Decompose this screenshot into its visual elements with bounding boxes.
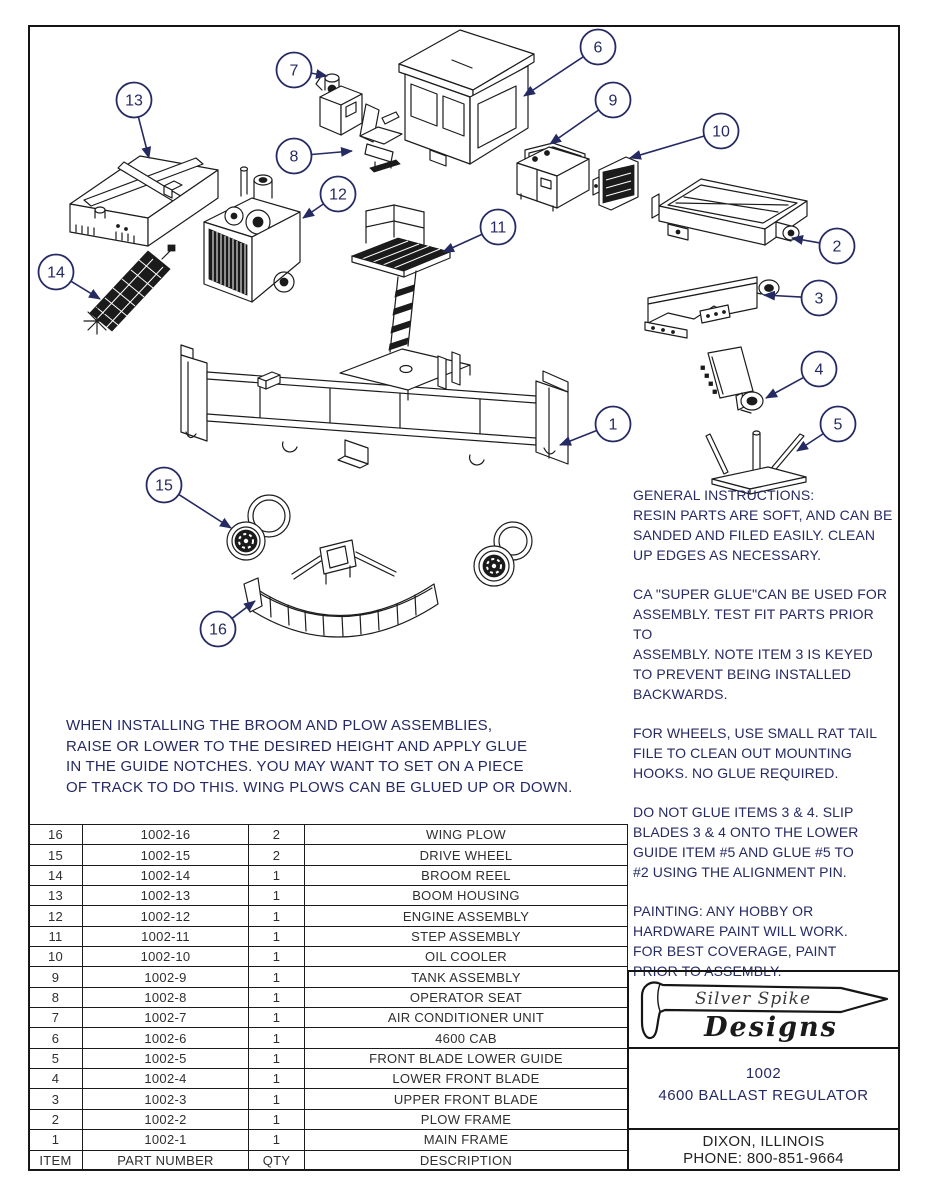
table-cell: 16 <box>29 825 83 845</box>
table-cell: 1002-16 <box>83 825 249 845</box>
note-line: IN THE GUIDE NOTCHES. YOU MAY WANT TO SET ON A PIECE <box>66 758 524 775</box>
table-row <box>29 845 628 865</box>
part-drawing-oil-cooler <box>593 157 638 210</box>
instruction-line: PRIOR TO ASSEMBLY. <box>633 963 782 979</box>
callout-number: 14 <box>47 264 65 282</box>
table-cell: 1002-12 <box>83 906 249 926</box>
table-cell: 7 <box>29 1008 83 1028</box>
instruction-line: DO NOT GLUE ITEMS 3 & 4. SLIP <box>633 804 854 820</box>
table-header-cell: DESCRIPTION <box>305 1150 628 1171</box>
part-drawing-wing-plow <box>244 540 438 637</box>
table-cell: 1002-1 <box>83 1130 249 1150</box>
table-cell: UPPER FRONT BLADE <box>305 1089 628 1109</box>
table-cell: 1002-8 <box>83 987 249 1007</box>
callout-number: 8 <box>289 148 299 166</box>
callout-number: 3 <box>814 290 824 308</box>
table-cell: AIR CONDITIONER UNIT <box>305 1008 628 1028</box>
table-header-cell: QTY <box>249 1150 305 1171</box>
note-line: RAISE OR LOWER TO THE DESIRED HEIGHT AND APPLY GLUE <box>66 737 528 755</box>
callout-leader-line <box>550 110 599 144</box>
table-row <box>29 1130 628 1150</box>
instruction-line: FILE TO CLEAN OUT MOUNTING <box>633 745 852 761</box>
table-row <box>29 865 628 885</box>
callout-leader-line <box>764 295 802 297</box>
table-cell: 1002-11 <box>83 926 249 946</box>
table-cell: TANK ASSEMBLY <box>305 967 628 987</box>
table-cell: 1 <box>249 865 305 885</box>
part-drawing-step-assembly <box>352 205 450 352</box>
table-cell: 1 <box>249 1109 305 1129</box>
part-drawing-plow-frame <box>652 179 807 245</box>
company-phone: PHONE: 800-851-9664 <box>683 1150 844 1167</box>
table-cell: 14 <box>29 865 83 885</box>
table-cell: PLOW FRAME <box>305 1109 628 1129</box>
part-drawing-air-conditioner-unit <box>316 74 362 135</box>
part-drawing-broom-reel <box>84 245 175 334</box>
callout-leader-line <box>179 494 231 528</box>
table-cell: 1 <box>249 987 305 1007</box>
table-row <box>29 825 628 845</box>
part-drawing-4600-cab <box>399 30 534 166</box>
table-cell: 1002-6 <box>83 1028 249 1048</box>
table-row <box>29 1089 628 1109</box>
part-drawing-upper-front-blade <box>645 277 779 338</box>
table-cell: 1002-7 <box>83 1008 249 1028</box>
table-cell: DRIVE WHEEL <box>305 845 628 865</box>
callout-leader-line <box>303 204 324 218</box>
instruction-line: RESIN PARTS ARE SOFT, AND CAN BE <box>633 507 893 523</box>
table-cell: 10 <box>29 947 83 967</box>
table-cell: BOOM HOUSING <box>305 886 628 906</box>
callout-leader-line <box>311 73 327 76</box>
table-row <box>29 1109 628 1129</box>
table-cell: 1 <box>249 906 305 926</box>
table-cell: 1 <box>249 886 305 906</box>
table-cell: 1002-15 <box>83 845 249 865</box>
logo-box <box>627 970 900 1049</box>
part-drawing-boom-housing <box>70 156 218 246</box>
table-cell: ENGINE ASSEMBLY <box>305 906 628 926</box>
table-cell: 1002-4 <box>83 1069 249 1089</box>
table-cell: 13 <box>29 886 83 906</box>
callout-4 <box>766 352 837 399</box>
callout-number: 6 <box>593 39 603 57</box>
instruction-line: UP EDGES AS NECESSARY. <box>633 547 822 563</box>
instruction-paragraph <box>633 584 895 704</box>
address-box <box>627 1130 900 1171</box>
silver-spike-logo <box>629 972 898 1047</box>
callout-number: 15 <box>155 477 173 495</box>
callout-leader-line <box>630 136 704 158</box>
instruction-line: #2 USING THE ALIGNMENT PIN. <box>633 864 847 880</box>
note-line: OF TRACK TO DO THIS. WING PLOWS CAN BE GLUED UP OR DOWN. <box>66 778 573 796</box>
table-cell: 12 <box>29 906 83 926</box>
table-header-cell: PART NUMBER <box>83 1150 249 1171</box>
callout-leader-line <box>792 238 820 243</box>
callout-5 <box>797 407 856 452</box>
callout-15 <box>147 468 232 529</box>
table-row <box>29 1028 628 1048</box>
table-cell: 4600 CAB <box>305 1028 628 1048</box>
table-row <box>29 1069 628 1089</box>
callout-number: 2 <box>832 238 842 256</box>
table-cell: 1 <box>249 1069 305 1089</box>
table-cell: 2 <box>249 825 305 845</box>
product-number: 1002 <box>745 1065 782 1082</box>
callout-leader-line <box>766 377 804 398</box>
logo-text-silver-spike: Silver Spike <box>694 989 812 1009</box>
callout-leader-line <box>443 234 482 252</box>
table-cell: FRONT BLADE LOWER GUIDE <box>305 1048 628 1068</box>
instruction-line: TO PREVENT BEING INSTALLED <box>633 666 852 682</box>
table-cell: 1002-9 <box>83 967 249 987</box>
instruction-paragraph <box>633 802 895 882</box>
table-row <box>29 926 628 946</box>
instruction-line: FOR WHEELS, USE SMALL RAT TAIL <box>633 725 878 741</box>
instruction-line: ASSEMBLY. TEST FIT PARTS PRIOR TO <box>633 606 874 642</box>
table-cell: 1 <box>249 926 305 946</box>
table-cell: 1002-2 <box>83 1109 249 1129</box>
instruction-line: BACKWARDS. <box>633 686 728 702</box>
part-drawing-drive-wheel-right <box>474 522 532 586</box>
callout-10 <box>630 114 739 159</box>
note-line: WHEN INSTALLING THE BROOM AND PLOW ASSEMBLIES, <box>66 717 493 734</box>
instruction-line: GENERAL INSTRUCTIONS: <box>633 487 815 503</box>
instruction-line: BLADES 3 & 4 ONTO THE LOWER <box>633 824 859 840</box>
table-cell: 6 <box>29 1028 83 1048</box>
callout-9 <box>550 83 631 145</box>
instruction-line: ASSEMBLY. NOTE ITEM 3 IS KEYED <box>633 646 873 662</box>
table-cell: 4 <box>29 1069 83 1089</box>
table-cell: OPERATOR SEAT <box>305 987 628 1007</box>
logo-text-designs: Designs <box>704 1012 838 1043</box>
callout-number: 5 <box>833 416 843 434</box>
table-cell: STEP ASSEMBLY <box>305 926 628 946</box>
part-drawing-main-frame <box>181 345 568 468</box>
product-name: 4600 BALLAST REGULATOR <box>658 1087 869 1104</box>
table-cell: WING PLOW <box>305 825 628 845</box>
table-cell: 1 <box>249 947 305 967</box>
company-location: DIXON, ILLINOIS <box>702 1133 825 1150</box>
table-row <box>29 967 628 987</box>
callout-1 <box>560 407 631 446</box>
parts-table-body <box>29 825 628 1171</box>
callout-11 <box>443 210 516 253</box>
table-cell: 15 <box>29 845 83 865</box>
table-cell: 1 <box>249 1008 305 1028</box>
table-cell: 2 <box>29 1109 83 1129</box>
instruction-line: HOOKS. NO GLUE REQUIRED. <box>633 765 839 781</box>
table-cell: 2 <box>249 845 305 865</box>
table-cell: 1002-13 <box>83 886 249 906</box>
table-header-cell: ITEM <box>29 1150 83 1171</box>
table-cell: 1 <box>29 1130 83 1150</box>
table-cell: MAIN FRAME <box>305 1130 628 1150</box>
instruction-line: PAINTING: ANY HOBBY OR <box>633 903 814 919</box>
instruction-paragraph <box>633 485 895 565</box>
table-row <box>29 947 628 967</box>
part-drawing-lower-front-blade <box>701 347 763 413</box>
instruction-line: HARDWARE PAINT WILL WORK. <box>633 923 848 939</box>
title-block <box>627 970 900 1171</box>
table-cell: LOWER FRONT BLADE <box>305 1069 628 1089</box>
table-cell: 1002-10 <box>83 947 249 967</box>
callout-number: 7 <box>289 62 299 80</box>
callout-2 <box>792 229 855 264</box>
callout-leader-line <box>138 117 149 158</box>
table-cell: 1002-3 <box>83 1089 249 1109</box>
callout-number: 9 <box>608 92 618 110</box>
callout-12 <box>303 177 356 219</box>
parts-table <box>28 824 628 1171</box>
table-row <box>29 1008 628 1028</box>
part-drawing-operator-seat <box>360 104 402 172</box>
callout-number: 16 <box>209 621 227 639</box>
table-cell: 1 <box>249 1048 305 1068</box>
table-cell: 1002-14 <box>83 865 249 885</box>
callout-number: 1 <box>608 416 618 434</box>
callout-number: 4 <box>814 361 824 379</box>
broom-plow-note <box>66 716 586 798</box>
table-cell: 8 <box>29 987 83 1007</box>
callout-number: 13 <box>125 92 143 110</box>
callout-number: 11 <box>489 219 507 237</box>
table-cell: BROOM REEL <box>305 865 628 885</box>
callout-14 <box>39 255 101 300</box>
callout-16 <box>201 601 256 647</box>
callout-13 <box>117 83 152 159</box>
table-cell: 3 <box>29 1089 83 1109</box>
instruction-paragraph <box>633 901 895 981</box>
callout-leader-line <box>71 281 100 299</box>
callout-8 <box>277 139 353 174</box>
instruction-line: GUIDE ITEM #5 AND GLUE #5 TO <box>633 844 854 860</box>
table-cell: OIL COOLER <box>305 947 628 967</box>
callout-leader-line <box>311 151 352 154</box>
part-drawing-drive-wheel-left <box>227 495 290 560</box>
callout-number: 12 <box>329 186 347 204</box>
table-row <box>29 886 628 906</box>
table-cell: 1002-5 <box>83 1048 249 1068</box>
table-cell: 5 <box>29 1048 83 1068</box>
instruction-line: CA "SUPER GLUE"CAN BE USED FOR <box>633 586 888 602</box>
callout-number: 10 <box>712 123 730 141</box>
instruction-line: FOR BEST COVERAGE, PAINT <box>633 943 837 959</box>
callout-7 <box>277 53 328 88</box>
product-box <box>627 1049 900 1130</box>
table-cell: 1 <box>249 967 305 987</box>
general-instructions <box>633 485 895 1000</box>
table-cell: 11 <box>29 926 83 946</box>
table-header-row <box>29 1150 628 1171</box>
instruction-paragraph <box>633 723 895 783</box>
instruction-line: SANDED AND FILED EASILY. CLEAN <box>633 527 876 543</box>
table-cell: 1 <box>249 1130 305 1150</box>
part-drawing-tank-assembly <box>517 143 589 211</box>
table-cell: 1 <box>249 1028 305 1048</box>
table-row <box>29 987 628 1007</box>
table-row <box>29 906 628 926</box>
table-row <box>29 1048 628 1068</box>
table-cell: 9 <box>29 967 83 987</box>
table-cell: 1 <box>249 1089 305 1109</box>
